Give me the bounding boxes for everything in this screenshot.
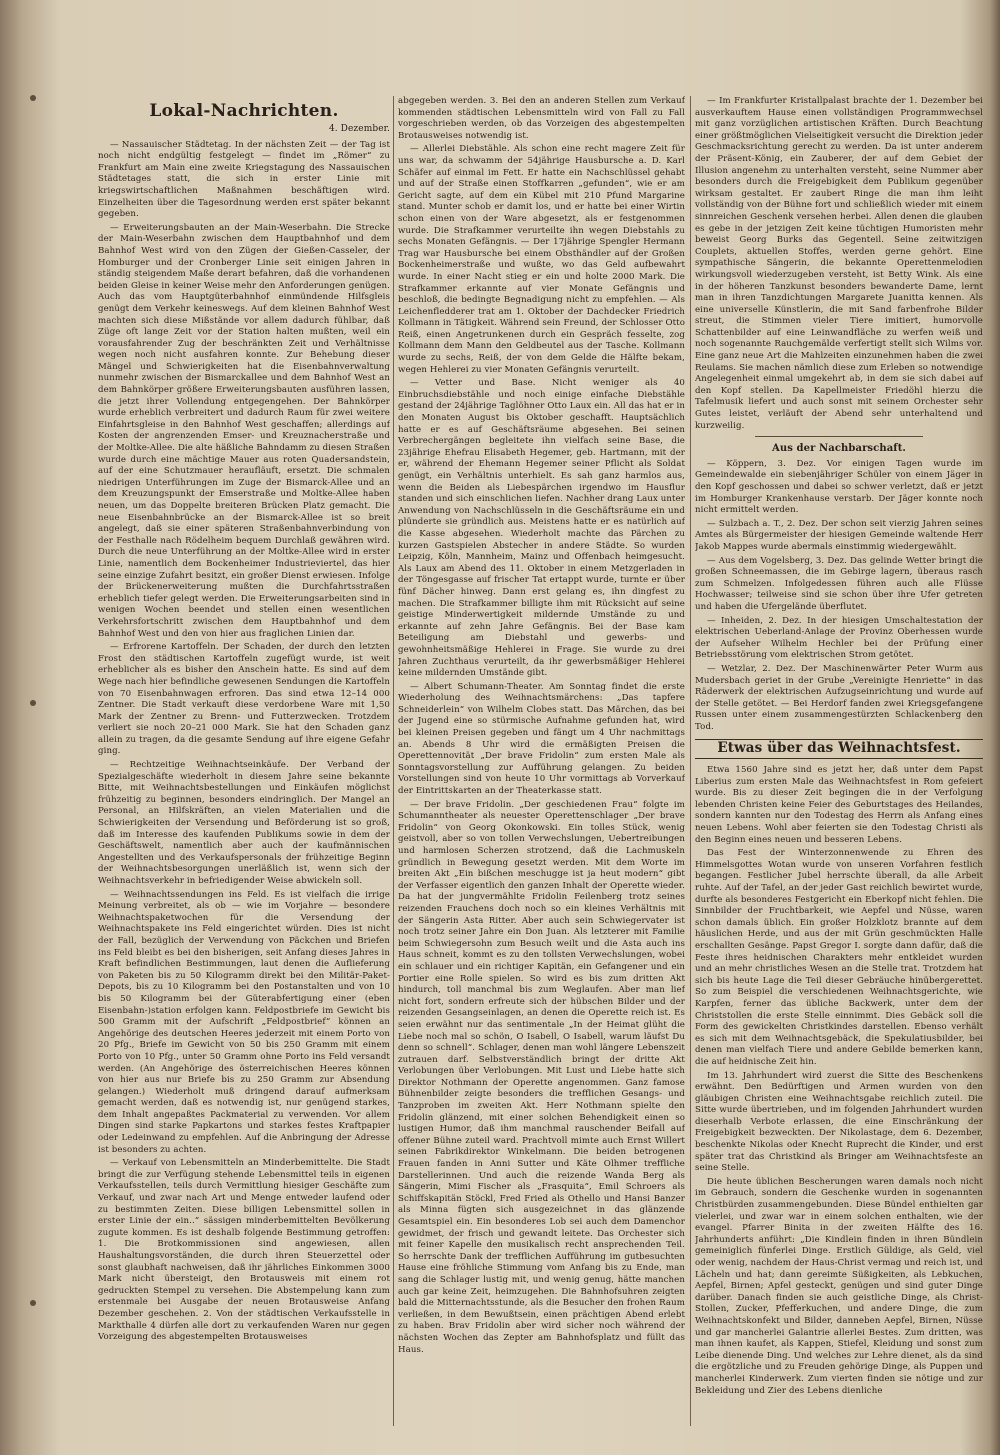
- article-paragraph: — Vetter und Base. Nicht weniger als 40 Einbruchsdiebstähle und noch einige einfache Diebstähle gestand der 24jährige Taglöhner Otto Laux ein. All das hat er in den Monaten August bis Oktober geschafft. Hauptsächlich hatte er es auf Geschäftsräume abgesehen. Bei seinen Verbrechergängen begleitete ihn vielfach seine Base, die 23jährige Ehefrau Elisabeth Hegemer, geb. Hartmann, mit der er, während der Ehemann Hegemer seiner Pflicht als Soldat genügt, ein Verhältnis unterhielt. Es sah ganz harmlos aus, wenn die Beiden als Liebespärchen irgendwo im Hausflur standen und sich einschlichen liefen. Nachher drang Laux unter Anwendung von Nachschlüsseln in die Geschäftsräume ein und plünderte sie gründlich aus. Meistens hatte er es natürlich auf die Kasse abgesehen. Wiederholt machte das Pärchen zu kurzen Gastspielen Abstecher in andere Städte. So wurden Leipzig, Köln, Mannheim, Mainz und Offenbach heimgesucht. Als Laux am Abend des 11. Oktober in einem Metzgerladen in der Töngesgasse auf frischer Tat ertappt wurde, turnte er über fünf Dächer hinweg. Dann erst gelang es, ihn dingfest zu machen. Die Strafkammer billigte ihm mit Rücksicht auf seine geistige Minderwertigkeit mildernde Umstände zu und erkannte auf zehn Jahre Gefängnis. Bei der Base kam Beteiligung am Diebstahl und gewerbs- und gewohnheitsmäßige Hehlerei in Frage. Sie wurde zu drei Jahren Zuchthaus verurteilt, da ihr gewerbsmäßiger Hehlerei keine mildernden Umstände gibt.: [398, 378, 685, 679]
- binding-hole: [30, 700, 36, 706]
- column-rule: [393, 96, 394, 1426]
- column-1: [98, 96, 390, 1426]
- feature-paragraph: Etwa 1560 Jahre sind es jetzt her, daß unter dem Papst Liberius zum ersten Male das Weihnachtsfest in Rom gefeiert wurde. Bis zu dieser Zeit begingen die in der Verfolgung lebenden Christen keine Feier des Geburtstages des Heilandes, sondern kannten nur den Todestag des Herrn als Anfang eines neuen Lebens. Wohl aber feierten sie den Todestag Christi als den Beginn eines neuen und besseren Lebens.: [695, 765, 983, 845]
- binding-hole: [30, 95, 36, 101]
- article-paragraph: — Weihnachtssendungen ins Feld. Es ist vielfach die irrige Meinung verbreitet, als ob — wie im Vorjahre — besondere Weihnachtspaketwochen für die Versendung der Weihnachtspakete ins Feld eingerichtet würden. Dies ist nicht der Fall, bezüglich der Verwendung von Päckchen und Briefen ins Feld bleibt es bei den bisherigen, seit Anfang dieses Jahres in Kraft befindlichen Bestimmungen, laut denen die Auflieferung von Paketen bis zu 50 Kilogramm direkt bei den Militär-Paket-Depots, bis zu 10 Kilogramm bei den Postanstalten und von 10 bis 50 Kilogramm bei der Güterabfertigung einer (eben Eisenbahn-)station erfolgen kann. Feldpostbriefe im Gewicht bis 500 Gramm mit der Aufschrift „Feldpostbrief“ können an Angehörige des deutschen Heeres jederzeit mit einem Porto von 20 Pfg., Briefe im Gewicht von 50 bis 250 Gramm mit einem Porto von 10 Pfg., unter 50 Gramm ohne Porto ins Feld versandt werden. (An Angehörige des österreichischen Heeres können von hier aus nur Briefe bis zu 250 Gramm zur Absendung gelangen.) Wiederholt muß dringend darauf aufmerksam gemacht werden, daß es notwendig ist, nur genügend starkes, dem Inhalt angepaßtes Packmaterial zu verwenden. Vor allem Dingen sind starke Papkartons und starkes festes Kraftpapier oder Ledeinwand zu empfehlen. Auf die Anbringung der Adresse ist besonders zu achten.: [98, 889, 390, 1155]
- column-2: [398, 96, 685, 1426]
- feature-heading-weihnachtsfest: Etwas über das Weihnachtsfest.: [695, 739, 983, 759]
- article-paragraph: — Verkauf von Lebensmitteln an Minderbemittelte. Die Stadt bringt die zur Verfügung stehende Lebensmittel teils in eigenen Verkaufsstellen, teils durch Vermittlung hiesiger Geschäfte zum Verkauf, und zwar nach Art und Menge entweder laufend oder zu bestimmten Zeiten. Diese billigen Lebensmittel sollen in erster Linie der ein..“ sässigen minderbemittelten Bevölkerung zugute kommen. Es ist deshalb folgende Bestimmung getroffen: 1. Die Brotkommissionen sind angewiesen, allen Haushaltungsvorständen, die durch ihren Steuerzettel oder sonst glaubhaft nachweisen, daß ihr jährliches Einkommen 3000 Mark nicht übersteigt, den Brotausweis mit einem rot gedruckten Stempel zu versehen. Die Abstempelung kann zum erstenmale bei Ausgabe der neuen Brotausweise Anfang Dezember geschehen. 2. Von der städtischen Verkaufsstelle in Markthalle 4 dürfen alle dort zu verkaufenden Waren nur gegen Vorzeigung des abgestempelten Brotausweises: [98, 1158, 390, 1343]
- section-divider: [755, 436, 923, 437]
- article-paragraph: — Erweiterungsbauten an der Main-Weserbahn. Die Strecke der Main-Weserbahn zwischen dem Hauptbahnhof und dem Bahnhof West wird von den Zügen der Gießen-Casseler, der Homburger und der Cronberger Linie seit einigen Jahren in ständig steigendem Maße derart befahren, daß die vorhandenen beiden Gleise in keiner Weise mehr den Anforderungen genügen. Auch das vom Hauptgüterbahnhof einmündende Hilfsgleis genügt dem Verkehr keineswegs. Auf dem kleinen Bahnhof West machten sich diese Mißstände vor allem dadurch fühlbar, daß Züge oft lange Zeit vor der Station halten mußten, weil ein vorausfahrender Zug der beschränkten Zeit und Verhältnisse wegen noch nicht ausfahren konnte. Zur Behebung dieser Mängel und Schwierigkeiten hat die Eisenbahnverwaltung nunmehr zwischen der Bismarckallee und dem Bahnhof West an dem Bahnkörper größere Erweiterungsbauten ausführen lassen, die jetzt ihrer Vollendung entgegengehen. Der Bahnkörper wurde erheblich verbreitert und dadurch Raum für zwei weitere Einfahrtsgleise in den Bahnhof West geschaffen; allerdings auf Kosten der angrenzenden Emser- und Kreuznacherstraße und der Moltke-Allee. Die alte häßliche Bahndamm zu diesen Straßen wurde durch eine mächtige Mauer aus roten Quadersandstein, auf der eine Schutzmauer heraufläuft, ersetzt. Die schmalen niedrigen Unterführungen im Zuge der Bismarck-Allee und an dem Kreuzungspunkt der Emserstraße und Moltke-Allee haben neuen, um das Doppelte breiteren Brücken Platz gemacht. Die neue Eisenbahnbrücke an der Bismarck-Allee ist so breit angelegt, daß sie einer späteren Straßenbahnverbindung von der Festhalle nach Rödelheim bequem Durchlaß gewähren wird. Durch die neue Unterführung an der Moltke-Allee wird in erster Linie, namentlich dem Bockenheimer Industrieviertel, das hier seine einzige Zufahrt besitzt, ein großer Dienst erwiesen. Infolge der Brückenerweiterung mußten die Durchfahrtsstraßen erheblich tiefer gelegt werden. Die Erweiterungsarbeiten sind in wenigen Wochen beendet und stellen einen wesentlichen Verkehrsfortschritt zwischen dem Hauptbahnhof und dem Bahnhof West und den von hier aus fraglichen Linien dar.: [98, 222, 390, 639]
- feature-paragraph: Das Fest der Winterzonnenwende zu Ehren des Himmelsgottes Wotan wurde von unseren Vorfahren festlich begangen. Festlicher Jubel herrschte überall, da alle Arbeit ruhte. Auf der Tafel, an der jeder Gast reichlich bewirtet wurde, durfte als besonderes Festgericht ein Eberkopf nicht fehlen. Die Sinnbilder der Fruchtbarkeit, wie Aepfel und Nüsse, waren schon damals üblich. Ein großer Holzklotz brannte auf dem häuslichen Herde, und aus der mit Grün geschmückten Halle erschallten Gesänge. Papst Gregor I. sorgte dann dafür, daß die Feste ihres heidnischen Charakters mehr entkleidet wurden und an mehr christliches Wesen an die Stelle trat. Trotzdem hat sich bis heute Lage die Teil dieser Gebräuche hinübergerettet. So zum Beispiel die verschiedenen Weihnachtsgerichte, wie Karpfen, ferner das übliche Backwerk, unter dem der Christstollen die erste Stelle einnimmt. Dies Gebäck soll die Form des gewickelten Christkindes darstellen. Ebenso verhält es sich mit dem Weihnachtsgebäck, die Spekulatiusbilder, bei denen man vielfach Tiere und andere Gebilde bemerken kann, die auf heidnische Zeit hin.: [695, 848, 983, 1067]
- news-item: — Aus dem Vogelsberg, 3. Dez. Das gelinde Wetter bringt die großen Schneemassen, die im Gebirge lagern, überaus rasch zum Schmelzen. Infolgedessen führen auch alle Flüsse Hochwasser; teilweise sind sie schon über ihre Ufer getreten und haben die Ufergelände überflutet.: [695, 555, 983, 612]
- feature-paragraph: Im 13. Jahrhundert wird zuerst die Sitte des Beschenkens erwähnt. Den Bedürftigen und Armen wurden von den gläubigen Christen eine Weihnachtsgabe reichlich zuteil. Die Sitte wurde übertrieben, und im folgenden Jahrhundert wurden dieserhalb Verbote erlassen, die eine Einschränkung der Freigebigkeit bezweckten. Der Nikolastage, dem 6. Dezember, beschenkte Nikolas oder Knecht Ruprecht die Kinder, und erst später trat das Christkind als Bringer am Weihnachtsfeste an seine Stelle.: [695, 1070, 983, 1174]
- news-item: — Sulzbach a. T., 2. Dez. Der schon seit vierzig Jahren seines Amtes als Bürgermeister der hiesigen Gemeinde waltende Herr Jakob Mappes wurde abermals einstimmig wiedergewählt.: [695, 518, 983, 552]
- feature-paragraph: Die heute üblichen Bescherungen waren damals noch nicht im Gebrauch, sondern die Geschenke wurden in sogenannten Christbürden zusammengebunden. Diese Bündel enthielten gar vielerlei, und zwar war in einem solchen enthalten, wie der evangel. Pfarrer Binita in der zweiten Hälfte des 16. Jahrhunderts anführt: „Die Kindlein finden in ihren Bündlein gemeiniglich fünferlei Dinge. Erstlich Güldige, als Geld, viel oder wenig, nachdem der Haus-Christ vermag und reich ist, und Lächeln und hat; dann gereimte Süßigkeiten, als Lebkuchen, Aepfel, Birnen; Apfel gesteckt, genügen und sind guter Dinge darüber. Danach finden sie auch geistliche Dinge, als Christ-Stollen, Zucker, Pfefferkuchen, und andere Dinge, die zum Weihnachtskonfekt und Bilder, danneben Aepfel, Birnen, Nüsse und gar mancherlei Galantrie allerlei Bestes. Zum dritten, was man ihnen kaufet, als Kappen, Stiefel, Kleidung und sonst zum Leibe dienende Ding. Und welches zur Lehre dienet, als da sind die ergötzliche und zu Freuden gehörige Dinge, als Puppen und mancherlei Kinderwerk. Zum vierten finden sie nötige und zur Bekleidung und Zier des Lebens dienliche: [695, 1176, 983, 1396]
- news-item: — Wetzlar, 2. Dez. Der Maschinenwärter Peter Wurm aus Mudersbach geriet in der Grube „Vereinigte Henriette“ in das Räderwerk der elektrischen Aufzugseinrichtung und wurde auf der Stelle getötet. — Bei Herdorf fanden zwei Kriegsgefangene Russen unter einem zusammengestürzten Schlackenberg den Tod.: [695, 663, 983, 732]
- news-item: — Köppern, 3. Dez. Vor einigen Tagen wurde im Gemeindewalde ein siebenjähriger Schüler von einem Jäger in den Kopf geschossen und dabei so schwer verletzt, daß er jetzt im Homburger Krankenhause verstarb. Der Jäger konnte noch nicht ermittelt werden.: [695, 458, 983, 516]
- article-paragraph: — Der brave Fridolin. „Der geschiedenen Frau“ folgte im Schumanntheater als neuester Operettenschlager „Der brave Fridolin“ von Georg Okonkowski. Ein tolles Stück, wenig geistvoll, aber so von tollen Verwechslungen, Uebertreibungen und harmlosen Scherzen strotzend, daß die Lachmuskeln gründlich in Bewegung gesetzt werden. Mit dem Worte im breiten Akt „Ein bißchen meschugge ist ja heut modern“ gibt der Verfasser eigentlich den ganzen Inhalt der Operette wieder. Da hat der jungvermählte Fridolin Feilenberg trotz seines reizenden Frauchens doch noch so ein kleines Verhältnis mit der Sängerin Asta Ritter. Aber auch sein Schwiegervater ist noch trotz seiner Jahre ein Don Juan. Als letzterer mit Familie beim Schwiegersohn zum Besuch weilt und die Asta auch ins Haus schneit, kommt es zu den tollsten Verwechslungen, wobei ein schlauer und ein richtiger Kapitän, ein Gefangener und ein Portier eine Rolle spielen. So wird es bis zum dritten Akt hindurch, toll manchmal bis zum Weglaufen. Aber man lief nicht fort, sondern erfreute sich der hübschen Bilder und der reizenden Gesangseinlagen, an denen die Operette reich ist. Es seien erwähnt nur das sentimentale „In der Heimat glüht die Liebe noch mal so schön, O Isabell, O Isabell, warum läufst Du denn so schnell“. Schlager, denen man wohl längere Lebenszeit zutrauen darf. Selbstverständlich bringt der dritte Akt Verlobungen über Verlobungen. Mit Lust und Liebe hatte sich Direktor Nothmann der Operette angenommen. Ganz famose Bühnenbilder zeigte besonders die trefflichen Gesangs- und Tanzproben im zweiten Akt. Herr Nothmann spielte den Fridolin glänzend, mit einer solchen Behendigkeit einen so lustigen Humor, daß ihm manchmal rauschender Beifall auf offener Bühne zuteil ward. Prachtvoll mimte auch Ernst Willert seinen Fabrikdirektor Winkelmann. Die beiden betrogenen Frauen fanden in Anni Sutter und Käte Olhmer treffliche Darstellerinnen. Und auch die reizende Wanda Berg als Sängerin, Mimi Fischer als „Frasquita“, Emil Schroers als Schiffskapitän Stöckl, Fred Fried als Othello und Hansi Banzer als Minna fügten sich ausgezeichnet in das glänzende Gesamtspiel ein. Ein besonderes Lob sei auch dem Damenchor gewidmet, der frisch und gewandt leitete. Das Orchester sich mit feiner Kapelle den musikalisch recht ansprechenden Teil. So herrschte Dank der trefflichen Aufführung im gutbesuchten Hause eine fröhliche Stimmung vom Anfang bis zu Ende, man sang die Schlager lustig mit, und wenig genug, hätte manchen auch gar keine Zeit, heimzugehen. Die Bahnhofsuhren zeigten bald die Mitternachtsstunde, als die Besucher den frohen Raum verließen, in dem Bewußtsein, einen prächtigen Abend erlebt zu haben. Brav Fridolin aber wird sicher noch während der nächsten Wochen das Zepter am Bahnhofsplatz und füllt das Haus.: [398, 799, 685, 1355]
- article-paragraph: — Im Frankfurter Kristallpalast brachte der 1. Dezember bei ausverkauftem Hause einen vollständigen Programmwechsel mit ganz vorzüglichen artistischen Kräften. Durch Beachtung einer größtmöglichen Vielseitigkeit versucht die Direktion jeder Geschmacksrichtung gerecht zu werden. Da ist unter anderem der Präsent-König, ein Zauberer, der auf dem Gebiet der Illusion angenehm zu unterhalten versteht, seine Nummer aber besonders durch die Freigebigkeit dem Publikum gegenüber wirksam gestaltet. Er zaubert Ringe die man ihm leiht vollständig von der Bühne fort und schließlich wieder mit einem sinnreichen Geschenk versehen herbei. Allen denen die glauben es gebe in der jetzigen Zeit keine tüchtigen Humoristen mehr beweist Georg Burks das Gegenteil. Seine zeitwitzigen Couplets, aktuellen Stoffes, werden gerne gehört. Eine sympathische Sängerin, die bekannte Operettenmelodien wirkungsvoll wiederzugeben versteht, ist Betty Wink. Als eine in der höheren Tanzkunst besonders bewanderte Dame, lernt man in ihren Tanzdichtungen Margarete Juanitta kennen. Als eine universelle Künstlerin, die mit Sand farbenfrohe Bilder streut, die Stimmen vieler Tiere imitiert, humorvolle Schattenbilder auf eine Leinwandfläche zu werfen weiß und noch sogenannte Rauchgemälde verfertigt stellt sich Wilms vor. Eine ganz neue Art die Mahlzeiten einzunehmen haben die zwei Reulams. Sie machen nämlich diese zum Erleben so notwendige Angelegenheit einmal umgekehrt ab, in dem sie sich dabei auf den Kopf stellen. Da Kapellmeister Friedöhl hierzu die Tafelmusik liefert und auch sonst mit seinem Orchester sehr Gutes leistet, verläuft der Abend sehr unterhaltend und kurzweilig.: [695, 96, 983, 431]
- news-item: — Inheiden, 2. Dez. In der hiesigen Umschaltestation der elektrischen Ueberland-Anlage der Provinz Oberhessen wurde der Aufseher Wilhelm Hechler bei der Prüfung einer Betriebsstörung vom elektrischen Strom getötet.: [695, 615, 983, 661]
- article-paragraph: — Nassauischer Städtetag. In der nächsten Zeit — der Tag ist noch nicht endgültig festgelegt — findet im „Römer“ zu Frankfurt am Main eine zweite Kriegstagung des Nassauischen Städtetages statt, die sich in erster Linie mit kriegswirtschaftlichen Maßnahmen beschäftigen wird. Einzelheiten über die Tagesordnung werden erst später bekannt gegeben.: [98, 139, 390, 220]
- column-3: [695, 96, 983, 1426]
- binding-hole: [30, 1300, 36, 1306]
- article-paragraph: — Rechtzeitige Weihnachtseinkäufe. Der Verband der Spezialgeschäfte wiederholt in diesem Jahre seine bekannte Bitte, mit Weihnachtsbestellungen und Einkäufen möglichst frühzeitig zu beginnen, besonders eindringlich. Der Mangel an Personal, an Hilfskräften, an vielen Materialien und die Schwierigkeiten der Versendung und Beförderung ist so groß, daß im Interesse des kaufenden Publikums sowie in dem der Geschäftswelt, namentlich aber auch der kaufmännischen Angestellten und des Verkaufspersonals der frühzeitige Beginn der Weihnachtsbesorgungen unerläßlich ist, wenn sich der Weihnachtsverkehr in befriedigender Weise abwickeln soll.: [98, 760, 390, 886]
- column-rule: [690, 96, 691, 1426]
- article-paragraph: — Albert Schumann-Theater. Am Sonntag findet die erste Wiederholung des Weihnachtsmärchens: „Das tapfere Schneiderlein“ von Wilhelm Clobes statt. Das Märchen, das bei der Jugend eine so stürmische Aufnahme gefunden hat, wird bei kleinen Preisen gegeben und fängt um 4 Uhr nachmittags an. Abends 8 Uhr wird die ermäßigten Preisen die Operettennovität „Der brave Fridolin“ zum ersten Male als Sonntagsvorstellung zur Aufführung gelangen. Zu beiden Vorstellungen sind von heute 10 Uhr vormittags ab Vorverkauf der Eintrittskarten an der Theaterkasse statt.: [398, 681, 685, 797]
- dateline: 4. Dezember.: [328, 124, 390, 134]
- section-heading-lokal: Lokal-Nachrichten.: [149, 101, 339, 121]
- article-paragraph: — Erfrorene Kartoffeln. Der Schaden, der durch den letzten Frost den städtischen Kartoffeln zugefügt wurde, ist weit erheblicher als es bisher den Anschein hatte. Es sind auf dem Wege nach hier befindliche gewesenen Sendungen die Kartoffeln von 70 Eisenbahnwagen erfroren. Das sind etwa 12–14 000 Zentner. Die Stadt verkauft diese verdorbene Ware mit 1,50 Mark der Zentner zu Brenn- und Futterzwecken. Trotzdem verliert sie noch 20–21 000 Mark. Sie hat den Schaden ganz allein zu tragen, da die gesamte Sendung auf ihre eigene Gefahr ging.: [98, 642, 390, 757]
- article-paragraph: abgegeben werden. 3. Bei den an anderen Stellen zum Verkauf kommenden städtischen Lebensmitteln wird von Fall zu Fall vorgeschrieben werden, ob das Vorzeigen des abgestempelten Brotausweises notwendig ist.: [398, 96, 685, 141]
- section-heading-nachbarschaft: Aus der Nachbarschaft.: [771, 443, 907, 455]
- article-paragraph: — Allerlei Diebstähle. Als schon eine recht magere Zeit für uns war, da schwamm der 54jährige Hausbursche a. D. Karl Schäfer auf einmal im Fett. Er hatte ein Nachschlüssel gehabt und auf der Straße einen Stoffkarren „gefunden“, wie er am Gericht sagte, auf dem ein Kübel mit 210 Pfund Margarine stand. Munter schob er damit los, und er hatte bei einer Wirtin schon einen von der Ware abgesetzt, als er festgenommen wurde. Die Strafkammer verurteilte ihn wegen Diebstahls zu sechs Monaten Gefängnis. — Der 17jährige Spengler Hermann Trag war Hausbursche bei einem Obsthändler auf der Großen Bockenheimerstraße und wußte, wo das Geld aufbewahrt wurde. In einer Nacht stieg er ein und holte 2000 Mark. Die Strafkammer erkannte auf vier Monate Gefängnis und beschloß, die bedingte Begnadigung nicht zu empfehlen. — Als Leichenfledderer trat am 1. Oktober der Dachdecker Friedrich Kollmann in Tätigkeit. Während sein Freund, der Schlosser Otto Reiß, einen Angetrunkenen durch ein Gespräch fesselte, zog Kollmann dem Mann den Geldbeutel aus der Tasche. Kollmann wurde zu sechs, Reiß, der von dem Gelde die Hälfte bekam, wegen Hehlerei zu vier Monaten Gefängnis verurteilt.: [398, 144, 685, 375]
